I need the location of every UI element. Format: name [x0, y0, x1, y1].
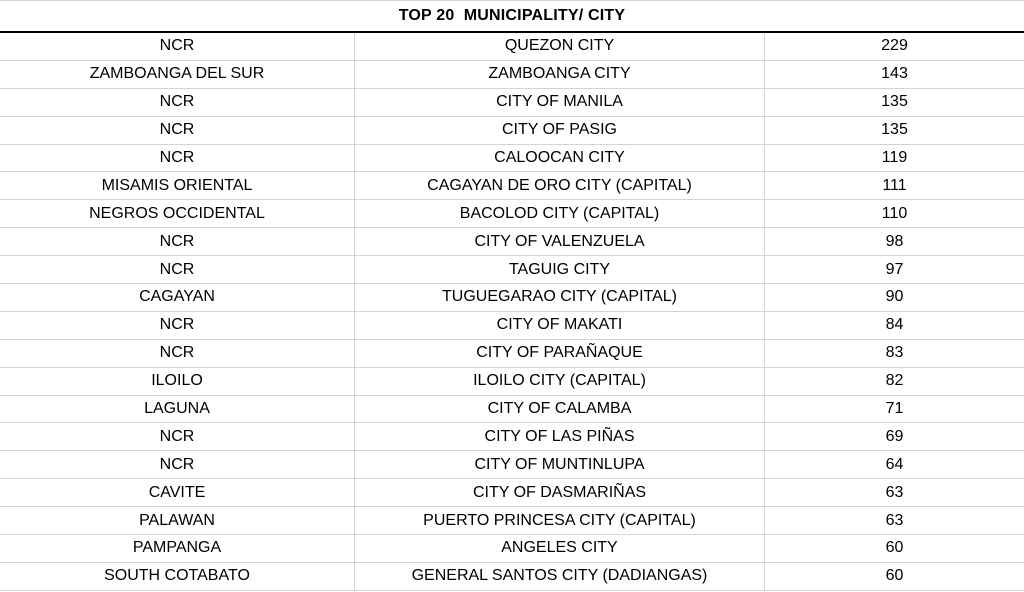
- table-row: [0, 61, 1024, 89]
- region-cell[interactable]: NCR: [0, 256, 355, 283]
- table-row: [0, 200, 1024, 228]
- count-cell[interactable]: 135: [881, 93, 908, 111]
- region-cell[interactable]: PAMPANGA: [0, 535, 355, 562]
- count-cell[interactable]: 63: [885, 483, 904, 501]
- count-cell[interactable]: 71: [885, 400, 904, 418]
- table-row: [0, 340, 1024, 368]
- count-cell[interactable]: 83: [885, 344, 904, 362]
- count-cell[interactable]: 90: [885, 288, 904, 306]
- table-row: [0, 563, 1024, 591]
- city-cell[interactable]: CITY OF PARAÑAQUE: [355, 340, 765, 367]
- region-cell[interactable]: NCR: [0, 228, 355, 255]
- city-cell[interactable]: ANGELES CITY: [355, 535, 765, 562]
- city-cell[interactable]: CITY OF MANILA: [355, 89, 765, 116]
- city-cell[interactable]: CAGAYAN DE ORO CITY (CAPITAL): [355, 172, 765, 199]
- table-row: [0, 284, 1024, 312]
- city-cell[interactable]: GENERAL SANTOS CITY (DADIANGAS): [355, 563, 765, 590]
- region-cell[interactable]: NCR: [0, 33, 355, 60]
- count-cell[interactable]: 64: [885, 455, 904, 473]
- count-cell[interactable]: 60: [885, 539, 904, 557]
- region-cell[interactable]: SOUTH COTABATO: [0, 563, 355, 590]
- table-body: [0, 33, 1024, 591]
- city-cell[interactable]: TAGUIG CITY: [355, 256, 765, 283]
- region-cell[interactable]: NCR: [0, 89, 355, 116]
- city-cell[interactable]: CITY OF VALENZUELA: [355, 228, 765, 255]
- city-cell[interactable]: TUGUEGARAO CITY (CAPITAL): [355, 284, 765, 311]
- region-cell[interactable]: NEGROS OCCIDENTAL: [0, 200, 355, 227]
- city-cell[interactable]: CITY OF CALAMBA: [355, 396, 765, 423]
- count-cell[interactable]: 63: [885, 511, 904, 529]
- count-cell[interactable]: 111: [882, 176, 907, 194]
- table-row: [0, 89, 1024, 117]
- count-cell[interactable]: 69: [885, 427, 904, 445]
- table-row: [0, 228, 1024, 256]
- count-cell[interactable]: 60: [885, 567, 904, 585]
- count-cell[interactable]: 135: [881, 121, 908, 139]
- count-cell[interactable]: 143: [881, 65, 908, 83]
- city-cell[interactable]: PUERTO PRINCESA CITY (CAPITAL): [355, 507, 765, 534]
- count-cell[interactable]: 229: [881, 37, 908, 55]
- count-cell[interactable]: 119: [881, 149, 908, 166]
- table-title: TOP 20 MUNICIPALITY/ CITY: [398, 7, 626, 24]
- table-row: [0, 507, 1024, 535]
- table-row: [0, 117, 1024, 145]
- city-cell[interactable]: BACOLOD CITY (CAPITAL): [355, 200, 765, 227]
- city-cell[interactable]: CITY OF DASMARIÑAS: [355, 479, 765, 506]
- count-cell[interactable]: 98: [885, 232, 904, 250]
- region-cell[interactable]: NCR: [0, 117, 355, 144]
- count-cell[interactable]: 82: [885, 372, 904, 390]
- table-row: [0, 312, 1024, 340]
- region-cell[interactable]: ZAMBOANGA DEL SUR: [0, 61, 355, 88]
- table-row: [0, 451, 1024, 479]
- count-cell[interactable]: 84: [885, 316, 904, 334]
- city-cell[interactable]: CITY OF MAKATI: [355, 312, 765, 339]
- region-cell[interactable]: NCR: [0, 145, 355, 172]
- count-cell[interactable]: 110: [881, 204, 908, 222]
- count-cell[interactable]: 97: [885, 260, 904, 278]
- region-cell[interactable]: PALAWAN: [0, 507, 355, 534]
- table-row: [0, 368, 1024, 396]
- table-row: [0, 172, 1024, 200]
- region-cell[interactable]: NCR: [0, 423, 355, 450]
- table-row: [0, 33, 1024, 61]
- table-row: [0, 535, 1024, 563]
- table-row: [0, 423, 1024, 451]
- table-title-row: [0, 0, 1024, 33]
- region-cell[interactable]: MISAMIS ORIENTAL: [0, 172, 355, 199]
- city-cell[interactable]: ILOILO CITY (CAPITAL): [355, 368, 765, 395]
- region-cell[interactable]: CAGAYAN: [0, 284, 355, 311]
- region-cell[interactable]: NCR: [0, 312, 355, 339]
- region-cell[interactable]: NCR: [0, 451, 355, 478]
- city-cell[interactable]: CITY OF LAS PIÑAS: [355, 423, 765, 450]
- city-cell[interactable]: ZAMBOANGA CITY: [355, 61, 765, 88]
- city-cell[interactable]: CALOOCAN CITY: [355, 145, 765, 172]
- table-row: [0, 479, 1024, 507]
- city-cell[interactable]: CITY OF PASIG: [355, 117, 765, 144]
- city-cell[interactable]: CITY OF MUNTINLUPA: [355, 451, 765, 478]
- region-cell[interactable]: LAGUNA: [0, 396, 355, 423]
- table-row: [0, 396, 1024, 424]
- region-cell[interactable]: NCR: [0, 340, 355, 367]
- table-row: [0, 256, 1024, 284]
- city-cell[interactable]: QUEZON CITY: [355, 33, 765, 60]
- table-row: [0, 145, 1024, 173]
- region-cell[interactable]: CAVITE: [0, 479, 355, 506]
- region-cell[interactable]: ILOILO: [0, 368, 355, 395]
